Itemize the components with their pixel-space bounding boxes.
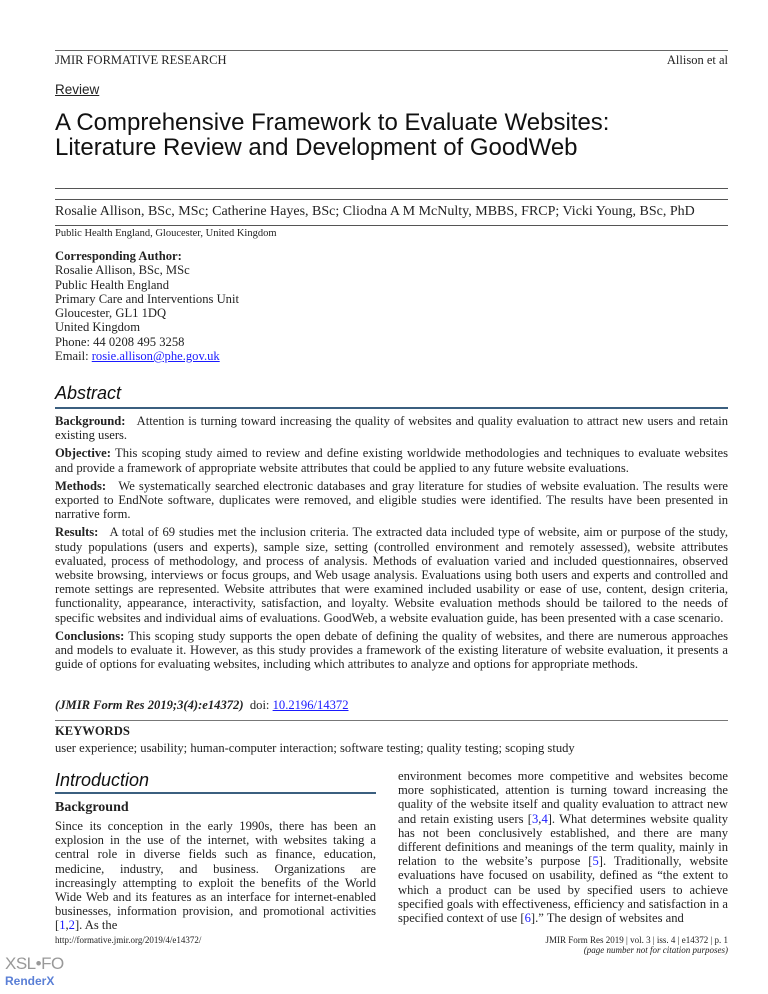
section-label: Results: — [55, 525, 99, 540]
xslfo-logo: XSL•FO — [5, 954, 64, 973]
article-type: Review — [55, 82, 100, 97]
section-text: This scoping study aimed to review and define existing worldwide methodologies and techniques to evaluate websites and provide a framework of appropriate website attributes that could be applied to any future website evaluations. — [55, 446, 728, 475]
body-text: environment becomes more competitive and websites become more sophisticated, attention is turning toward increasing the quality of the website itself and quality evaluation to attract new and retain existing users [ — [398, 769, 728, 826]
footer-page-info — [546, 935, 728, 955]
abstract-background — [55, 414, 728, 442]
page-info: JMIR Form Res 2019 | vol. 3 | iss. 4 | e14372 | p. 1 — [545, 935, 728, 945]
citation-line — [55, 698, 349, 713]
corresponding-label: Corresponding Author: — [55, 249, 182, 263]
running-authors: Allison et al — [666, 53, 728, 67]
introduction-heading: Introduction — [55, 770, 150, 790]
abstract-methods — [55, 479, 728, 522]
divider — [55, 199, 728, 200]
divider — [55, 188, 728, 189]
section-label: Conclusions: — [55, 628, 125, 643]
corresponding-line: Rosalie Allison, BSc, MSc — [55, 263, 190, 278]
reference-link[interactable]: 1 — [59, 918, 66, 933]
abstract-rule — [55, 407, 728, 409]
email-link[interactable]: rosie.allison@phe.gov.uk — [91, 349, 220, 364]
section-label: Background: — [55, 414, 126, 428]
section-text: A total of 69 studies met the inclusion criteria. The extracted data included type of website, aim or purpose of the study, study populations (users and experts), sample size, setting (controlled environment and remotely assessed), website attributes evaluated, process of methodology, and process of analysis. Methods of evaluation varied and included questionnaires, observed website browsing, interviews or focus groups, and Web usage analysis. Evaluations using both users and experts and controlled and remote settings are represented. Website attributes that were examined included usability or ease of use, content, design criteria, functionality, appearance, interactivity, satisfaction, and loyalty. Website evaluation methods should be tailored to the needs of specific websites and individual aims of evaluations. GoodWeb, a website evaluation guide, has been presented with a case scenario. — [55, 525, 728, 625]
doi-link[interactable]: 10.2196/14372 — [272, 698, 349, 712]
reference-link[interactable]: 3 — [531, 811, 539, 826]
citation: (JMIR Form Res 2019;3(4):e14372) — [55, 698, 244, 712]
body-text: Since its conception in the early 1990s, there has been an explosion in the use of the internet, with websites taking a central role in diverse fields such as finance, education, medicine, industry, and business. Organizations are increasingly attempting to exploit the benefits of the World Wide Web and its features as an interface for internet-enabled businesses, information provision, and promotional activities [ — [55, 819, 376, 933]
corresponding-line: Primary Care and Interventions Unit — [55, 291, 239, 306]
abstract-objective — [55, 446, 728, 474]
author-list: Rosalie Allison, BSc, MSc; Catherine Hayes, BSc; Cliodna A M McNulty, MBBS, FRCP; Vicki Young, BSc, PhD — [55, 204, 695, 219]
body-text: ]. Traditionally, website evaluations have focused on usability, defined as “the extent to which a product can be used by specified users to achieve specified goals with effectiveness, efficiency and satisfaction in a specified context of use [ — [398, 854, 728, 926]
doi-label: doi: — [249, 698, 273, 712]
affiliation: Public Health England, Gloucester, United Kingdom — [55, 228, 277, 239]
corresponding-line: Public Health England — [55, 277, 170, 292]
header-rule — [55, 50, 728, 51]
corresponding-author — [55, 249, 239, 363]
section-label: Methods: — [55, 478, 107, 493]
intro-left-column: Since its conception in the early 1990s, there has been an explosion in the use of the internet, with websites taking a central role in diverse fields such as finance, education, medicine, industry, and business. Organizations are increasingly attempting to exploit the benefits of the World Wide Web and its features as an interface for internet-enabled businesses, information provision, and promotional activities [1,2]. As the — [55, 819, 376, 933]
body-text: ].” The design of websites and — [530, 911, 684, 926]
section-label: Objective: — [55, 446, 111, 461]
introduction-rule — [55, 792, 376, 794]
corresponding-phone: Phone: 44 0208 495 3258 — [55, 334, 185, 349]
section-text: We systematically searched electronic databases and gray literature for studies of website evaluation. The results were exported to EndNote software, duplicates were removed, and eligible studies were identified. The results have been presented in narrative form. — [55, 478, 729, 522]
reference-link[interactable]: 6 — [524, 911, 531, 926]
reference-link[interactable]: 4 — [541, 811, 548, 826]
divider — [55, 225, 728, 226]
reference-link[interactable]: 5 — [592, 854, 599, 869]
abstract-body — [55, 414, 728, 675]
page-note: (page number not for citation purposes) — [583, 945, 728, 955]
abstract-heading: Abstract — [55, 383, 122, 403]
email-label: Email: — [55, 349, 92, 364]
journal-name: JMIR FORMATIVE RESEARCH — [55, 53, 227, 67]
divider — [55, 720, 728, 721]
background-subheading: Background — [55, 800, 129, 815]
section-text: Attention is turning toward increasing the quality of websites and quality evaluation to attract new users and retain existing users. — [55, 414, 728, 443]
abstract-results — [55, 525, 728, 624]
footer-url: http://formative.jmir.org/2019/4/e14372/ — [55, 935, 202, 945]
renderx-logo: RenderX — [5, 974, 55, 988]
body-text: ]. As the — [74, 918, 118, 933]
keywords-heading: KEYWORDS — [55, 724, 130, 738]
section-text: This scoping study supports the open debate of defining the quality of websites, and there are numerous approaches and models to evaluate it. However, as this study provides a framework of the existing literature of website evaluation, it presents a guide of options for evaluating websites, including which attributes to analyze and options for appropriate methods. — [55, 628, 728, 672]
corresponding-line: United Kingdom — [55, 320, 141, 335]
page-title: A Comprehensive Framework to Evaluate Websites: Literature Review and Development of GoodWeb — [55, 109, 610, 161]
corresponding-line: Gloucester, GL1 1DQ — [55, 306, 167, 321]
reference-link[interactable]: 2 — [68, 918, 75, 933]
intro-right-column: environment becomes more competitive and websites become more sophisticated, attention is turning toward increasing the quality of the website itself and quality evaluation to attract new and retain existing users [3,4]. What determines website quality has not been conclusively established, and there are many different definitions and meanings of the term quality, mainly in relation to the website’s purpose [5]. Traditionally, website evaluations have focused on usability, defined as “the extent to which a product can be used by specified users to achieve specified goals with effectiveness, efficiency and satisfaction in a specified context of use [6].” The design of websites and — [398, 769, 728, 926]
keywords-list: user experience; usability; human-computer interaction; software testing; quality testing; scoping study — [55, 741, 575, 755]
abstract-conclusions — [55, 629, 728, 672]
body-text: ]. What determines website quality has not been conclusively established, and there are many different definitions and meanings of the term quality, mainly in relation to the website’s purpose [ — [398, 811, 728, 869]
